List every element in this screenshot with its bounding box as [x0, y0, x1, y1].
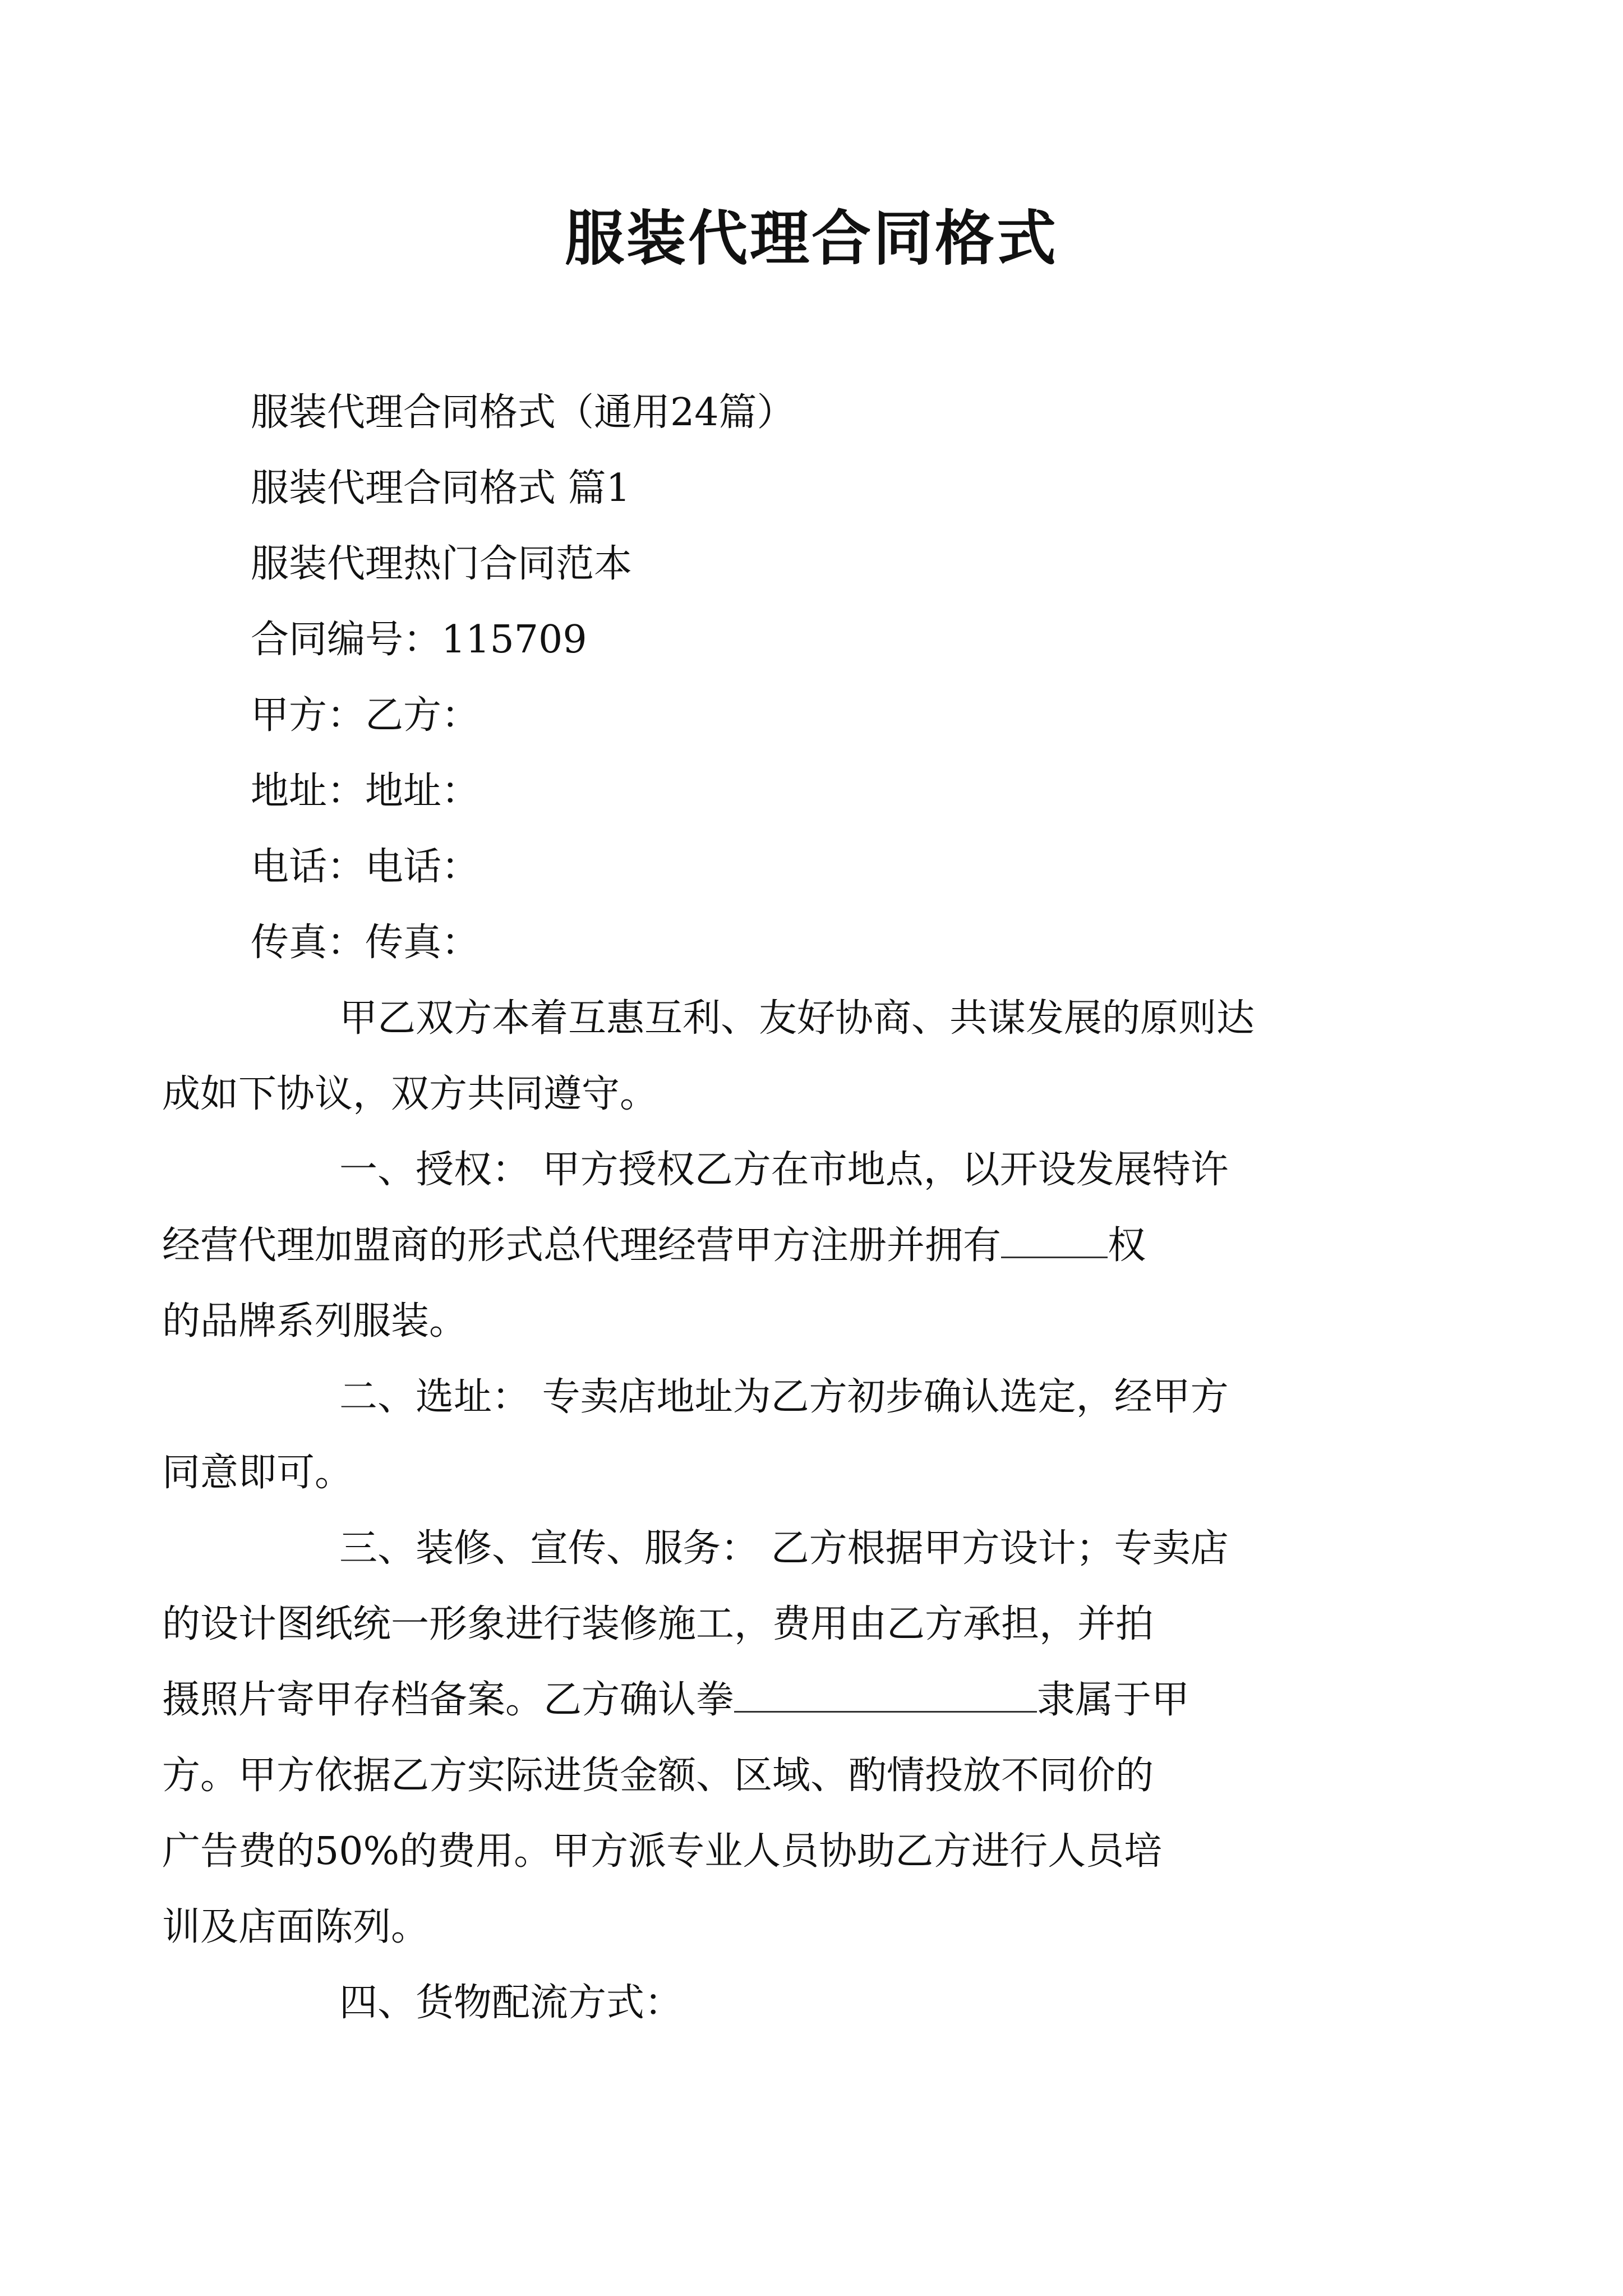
clause-1-line-2-tail: 权 — [1108, 1223, 1146, 1268]
document-body — [162, 375, 1381, 2041]
clause-4-line-1: 四、货物配流方式： — [339, 1981, 683, 2025]
clause-3-line-5: 广告费的50%的费用。甲方派专业人员协助乙方进行人员培 — [162, 1829, 1163, 1874]
clause-3-line-3-tail: 隶属于甲 — [1037, 1678, 1190, 1722]
clause-3-line-3 — [162, 1662, 1381, 1738]
address-line: 地址：地址： — [251, 769, 480, 813]
phone-line: 电话：电话： — [251, 845, 480, 889]
clause-3-line-3-text: 摄照片寄甲存档备案。乙方确认拳 — [162, 1678, 735, 1722]
fax-line: 传真：传真： — [251, 921, 480, 965]
clause-3-line-1: 三、装修、宣传、服务： 乙方根据甲方设计；专卖店 — [339, 1526, 1229, 1571]
document-title: 服装代理合同格式 — [565, 204, 1058, 273]
clause-3-line-6: 训及店面陈列。 — [162, 1905, 430, 1949]
clause-1-line-2 — [162, 1208, 1381, 1283]
clause-3-line-2: 的设计图纸统一形象进行装修施工，费用由乙方承担，并拍 — [162, 1602, 1154, 1646]
subtitle-line: 服装代理合同格式（通用24篇） — [251, 390, 795, 435]
clause-1-line-3: 的品牌系列服装。 — [162, 1299, 468, 1343]
clause-2-line-1: 二、选址： 专卖店地址为乙方初步确认选定，经甲方 — [339, 1375, 1229, 1419]
clause-1-line-2-text: 经营代理加盟商的形式总代理经营甲方注册并拥有 — [162, 1223, 1002, 1268]
contract-template-title: 服装代理热门合同范本 — [251, 542, 633, 586]
clause-1-line-1: 一、授权： 甲方授权乙方在市地点，以开设发展特许 — [339, 1148, 1229, 1192]
fill-in-blank — [1001, 1220, 1108, 1258]
fill-in-blank — [734, 1674, 1037, 1713]
party-line: 甲方：乙方： — [251, 693, 480, 738]
contract-number: 合同编号：115709 — [251, 618, 587, 662]
paragraph-intro-line-2: 成如下协议，双方共同遵守。 — [162, 1072, 658, 1116]
clause-3-line-4: 方。甲方依据乙方实际进货金额、区域、酌情投放不同价的 — [162, 1754, 1154, 1798]
clause-2-line-2: 同意即可。 — [162, 1451, 353, 1495]
section-heading: 服装代理合同格式 篇1 — [251, 466, 630, 510]
paragraph-intro-line-1: 甲乙双方本着互惠互利、友好协商、共谋发展的原则达 — [339, 996, 1255, 1041]
